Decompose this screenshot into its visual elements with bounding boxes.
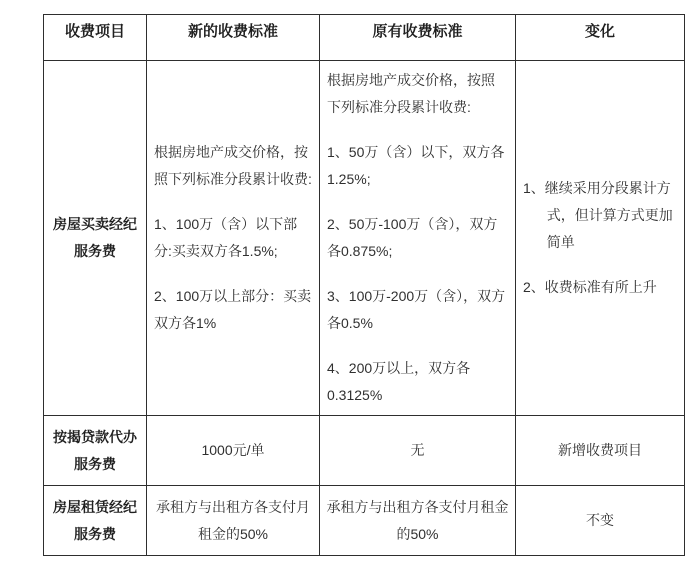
cell-line: 1、100万（含）以下部分:买卖双方各1.5%; <box>154 216 298 259</box>
cell-old-standard <box>320 416 516 486</box>
cell-line: 房屋租赁经纪 <box>53 498 137 515</box>
cell-old-standard <box>320 61 516 416</box>
cell-new-standard <box>147 61 320 416</box>
cell-line: 1000元/单 <box>201 442 265 458</box>
header-change: 变化 <box>516 15 685 61</box>
cell-line: 无 <box>410 442 425 458</box>
table-body <box>44 61 685 556</box>
cell-line: 根据房地产成交价格，按照下列标准分段累计收费: <box>154 144 312 187</box>
cell-line: 不变 <box>586 512 614 528</box>
cell-item <box>44 486 147 556</box>
cell-line: 房屋买卖经纪 <box>53 216 137 232</box>
cell-new-standard <box>147 416 320 486</box>
table-row-rental-brokerage <box>44 486 685 556</box>
cell-line: 服务费 <box>74 455 116 472</box>
cell-line: 服务费 <box>74 243 116 259</box>
cell-line: 2、100万以上部分：买卖双方各1% <box>154 288 312 331</box>
header-new-standard: 新的收费标准 <box>147 15 320 61</box>
table-header <box>44 15 685 61</box>
header-old-standard: 原有收费标准 <box>320 15 516 61</box>
cell-line: 4、200万以上，双方各0.3125% <box>327 360 471 403</box>
cell-old-standard <box>320 486 516 556</box>
table-row-sale-brokerage <box>44 61 685 416</box>
cell-line: 1、50万（含）以下，双方各1.25%; <box>327 144 505 187</box>
header-fee-item: 收费项目 <box>44 15 147 61</box>
header-row <box>44 15 685 61</box>
cell-item <box>44 61 147 416</box>
cell-line: 根据房地产成交价格，按照下列标准分段累计收费: <box>327 72 495 115</box>
cell-line: 2、50万-100万（含），双方各0.875%; <box>327 216 498 259</box>
cell-line: 服务费 <box>74 525 116 542</box>
cell-line: 按揭贷款代办 <box>53 428 137 445</box>
cell-change <box>516 61 685 416</box>
cell-line: 承租方与出租方各支付月租金的50% <box>156 498 310 542</box>
cell-item <box>44 416 147 486</box>
cell-line: 2、收费标准有所上升 <box>523 279 657 295</box>
table-row-mortgage-agency <box>44 416 685 486</box>
cell-line: 新增收费项目 <box>558 442 642 458</box>
cell-change <box>516 416 685 486</box>
cell-line: 3、100万-200万（含），双方各0.5% <box>327 288 506 331</box>
cell-line: 1、继续采用分段累计方式，但计算方式更加简单 <box>523 180 673 250</box>
cell-change <box>516 486 685 556</box>
fee-comparison-table <box>43 14 685 556</box>
cell-line: 承租方与出租方各支付月租金的50% <box>326 498 509 542</box>
cell-new-standard <box>147 486 320 556</box>
